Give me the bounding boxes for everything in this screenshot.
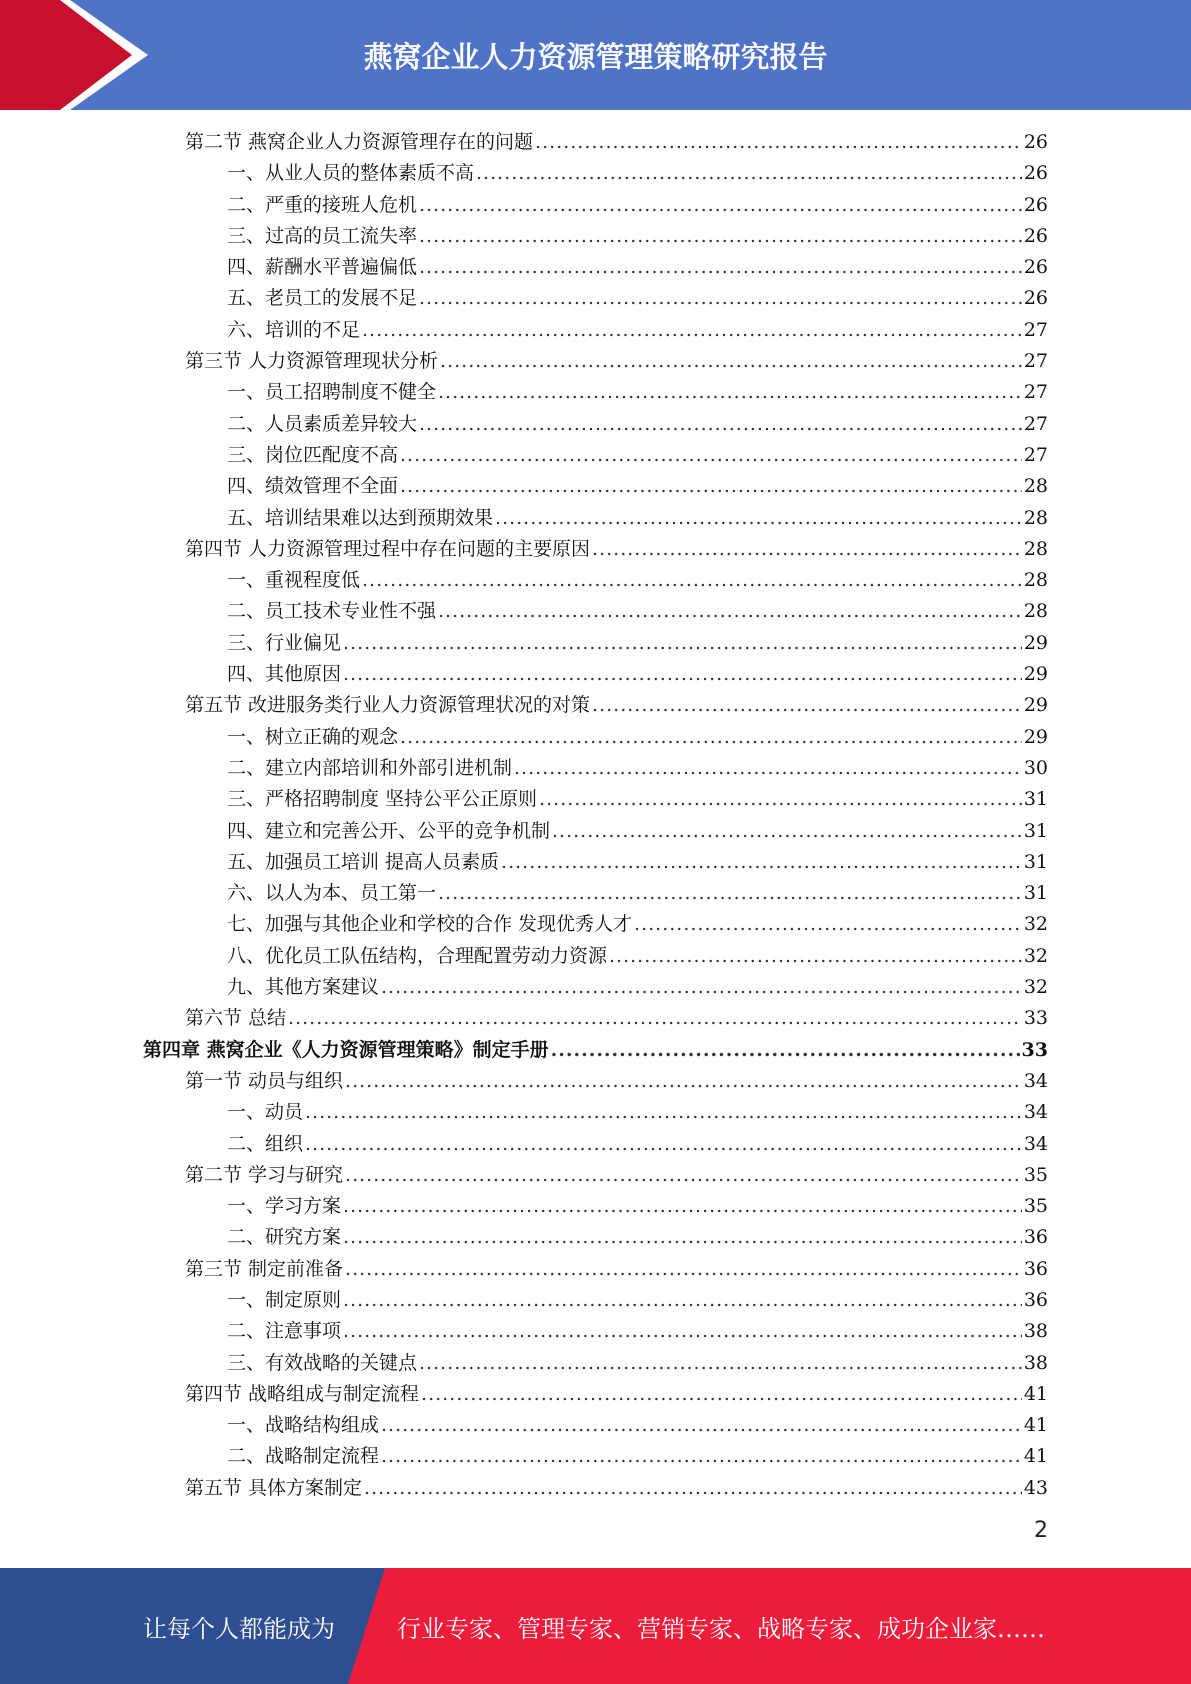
- toc-entry-page: 27: [1023, 381, 1048, 404]
- toc-entry[interactable]: [140, 1285, 1048, 1316]
- toc-entry-page: 26: [1023, 193, 1048, 216]
- toc-dot-leader: [345, 1070, 1022, 1092]
- toc-entry-title: 四、绩效管理不全面: [227, 475, 399, 498]
- toc-dot-leader: [343, 632, 1022, 654]
- toc-entry[interactable]: [140, 690, 1048, 721]
- toc-entry-page: 26: [1023, 224, 1048, 247]
- toc-entry-page: 32: [1023, 944, 1048, 967]
- toc-dot-leader: [438, 381, 1022, 403]
- toc-entry[interactable]: [140, 816, 1048, 847]
- toc-entry-title: 第六节 总结: [185, 1007, 287, 1030]
- toc-entry-page: 26: [1023, 287, 1048, 310]
- toc-entry-title: 第三节 制定前准备: [185, 1257, 344, 1280]
- footer-slogan-left: 让每个人都能成为: [143, 1614, 335, 1643]
- toc-entry-page: 36: [1023, 1226, 1048, 1249]
- toc-entry[interactable]: [140, 1473, 1048, 1504]
- toc-entry[interactable]: [140, 127, 1048, 158]
- toc-entry-title: 三、岗位匹配度不高: [227, 443, 399, 466]
- toc-dot-leader: [381, 1445, 1022, 1467]
- toc-entry-title: 一、战略结构组成: [227, 1414, 380, 1437]
- toc-entry[interactable]: [140, 1066, 1048, 1097]
- toc-entry-page: 36: [1023, 1257, 1048, 1280]
- toc-dot-leader: [440, 350, 1022, 372]
- toc-dot-leader: [345, 1164, 1022, 1186]
- toc-entry-page: 41: [1023, 1414, 1048, 1437]
- toc-entry[interactable]: [140, 596, 1048, 627]
- toc-entry-title: 九、其他方案建议: [227, 976, 380, 999]
- toc-entry-page: 27: [1023, 350, 1048, 373]
- toc-entry-title: 二、战略制定流程: [227, 1445, 380, 1468]
- toc-entry-page: 28: [1023, 600, 1048, 623]
- toc-entry-page: 29: [1023, 725, 1048, 748]
- toc-entry-page: 27: [1023, 318, 1048, 341]
- toc-entry[interactable]: [140, 1222, 1048, 1253]
- footer-slogan-right: 行业专家、管理专家、营销专家、战略专家、成功企业家……: [397, 1614, 1045, 1643]
- toc-entry[interactable]: [140, 972, 1048, 1003]
- toc-entry[interactable]: [140, 878, 1048, 909]
- toc-entry-page: 28: [1023, 537, 1048, 560]
- toc-dot-leader: [539, 788, 1022, 810]
- toc-entry-title: 二、研究方案: [227, 1226, 342, 1249]
- toc-entry-title: 一、制定原则: [227, 1288, 342, 1311]
- toc-entry-page: 35: [1023, 1195, 1048, 1218]
- toc-dot-leader: [400, 475, 1022, 497]
- toc-entry-title: 二、员工技术专业性不强: [227, 600, 437, 623]
- toc-entry-page: 41: [1023, 1382, 1048, 1405]
- toc-entry-title: 二、建立内部培训和外部引进机制: [227, 756, 513, 779]
- toc-dot-leader: [419, 287, 1022, 309]
- toc-entry[interactable]: [140, 471, 1048, 502]
- toc-entry-title: 五、老员工的发展不足: [227, 287, 418, 310]
- toc-dot-leader: [400, 726, 1022, 748]
- toc-entry-page: 33: [1023, 1007, 1048, 1030]
- toc-entry-title: 第一节 动员与组织: [185, 1069, 344, 1092]
- page-footer: [0, 1568, 1191, 1684]
- toc-entry-title: 三、过高的员工流失率: [227, 224, 418, 247]
- toc-entry-title: 六、培训的不足: [227, 318, 361, 341]
- toc-entry-title: 五、加强员工培训 提高人员素质: [227, 850, 500, 873]
- toc-entry[interactable]: [140, 659, 1048, 690]
- toc-dot-leader: [381, 976, 1022, 998]
- page-number: 2: [1034, 1518, 1048, 1543]
- toc-entry-title: 第四节 战略组成与制定流程: [185, 1382, 420, 1405]
- toc-entry-title: 一、员工招聘制度不健全: [227, 381, 437, 404]
- toc-dot-leader: [400, 444, 1022, 466]
- toc-entry-page: 31: [1023, 882, 1048, 905]
- toc-dot-leader: [305, 1101, 1022, 1123]
- toc-dot-leader: [343, 1320, 1022, 1342]
- toc-entry-page: 35: [1023, 1163, 1048, 1186]
- toc-entry-page: 31: [1023, 788, 1048, 811]
- toc-dot-leader: [514, 757, 1022, 779]
- toc-dot-leader: [362, 569, 1022, 591]
- toc-entry-page: 27: [1023, 412, 1048, 435]
- toc-dot-leader: [592, 538, 1022, 560]
- toc-dot-leader: [381, 1414, 1022, 1436]
- toc-dot-leader: [364, 1477, 1022, 1499]
- header-title: 燕窝企业人力资源管理策略研究报告: [363, 39, 828, 74]
- toc-entry-title: 一、树立正确的观念: [227, 725, 399, 748]
- toc-entry-page: 31: [1023, 819, 1048, 842]
- toc-dot-leader: [438, 600, 1022, 622]
- toc-dot-leader: [345, 1258, 1022, 1280]
- toc-entry-title: 三、行业偏见: [227, 631, 342, 654]
- toc-entry[interactable]: [140, 158, 1048, 189]
- toc-entry[interactable]: [140, 283, 1048, 314]
- toc-entry-title: 第三节 人力资源管理现状分析: [185, 350, 439, 373]
- toc-entry[interactable]: [140, 190, 1048, 221]
- toc-entry[interactable]: [140, 1003, 1048, 1034]
- toc-dot-leader: [552, 820, 1022, 842]
- toc-entry[interactable]: [140, 534, 1048, 565]
- toc-entry[interactable]: [140, 1160, 1048, 1191]
- toc-entry-title: 二、人员素质差异较大: [227, 412, 418, 435]
- toc-entry-page: 26: [1023, 162, 1048, 185]
- toc-entry[interactable]: [140, 1035, 1048, 1066]
- toc-entry-page: 29: [1023, 663, 1048, 686]
- toc-entry[interactable]: [140, 1379, 1048, 1410]
- toc-entry[interactable]: [140, 1254, 1048, 1285]
- toc-entry-page: 33: [1021, 1038, 1048, 1061]
- toc-entry-title: 一、从业人员的整体素质不高: [227, 162, 475, 185]
- toc-dot-leader: [419, 256, 1022, 278]
- toc-entry[interactable]: [140, 628, 1048, 659]
- toc-entry-title: 三、有效战略的关键点: [227, 1351, 418, 1374]
- toc-entry-page: 26: [1023, 256, 1048, 279]
- toc-entry-title: 二、组织: [227, 1132, 304, 1155]
- toc-dot-leader: [343, 1289, 1022, 1311]
- toc-entry-title: 第四节 人力资源管理过程中存在问题的主要原因: [185, 537, 591, 560]
- toc-entry-page: 29: [1023, 631, 1048, 654]
- toc-entry-page: 36: [1023, 1288, 1048, 1311]
- toc-entry-page: 38: [1023, 1320, 1048, 1343]
- header-arrow-decoration: [0, 0, 170, 110]
- toc-entry[interactable]: [140, 252, 1048, 283]
- toc-entry-title: 三、严格招聘制度 坚持公平公正原则: [227, 788, 538, 811]
- toc-entry[interactable]: [140, 503, 1048, 534]
- toc-entry-title: 一、重视程度低: [227, 569, 361, 592]
- toc-entry[interactable]: [140, 722, 1048, 753]
- toc-entry[interactable]: [140, 1348, 1048, 1379]
- toc-dot-leader: [419, 1352, 1022, 1374]
- toc-entry-title: 第二节 燕窝企业人力资源管理存在的问题: [185, 131, 534, 153]
- toc-dot-leader: [343, 663, 1022, 685]
- toc-entry[interactable]: [140, 221, 1048, 252]
- toc-entry-page: 30: [1023, 756, 1048, 779]
- toc-entry[interactable]: [140, 409, 1048, 440]
- toc-entry-title: 四、建立和完善公开、公平的竞争机制: [227, 819, 551, 842]
- toc-entry-page: 29: [1023, 694, 1048, 717]
- toc-entry-page: 27: [1023, 443, 1048, 466]
- toc-dot-leader: [535, 131, 1022, 153]
- toc-entry[interactable]: [140, 377, 1048, 408]
- toc-dot-leader: [419, 413, 1022, 435]
- toc-dot-leader: [634, 913, 1022, 935]
- toc-entry-page: 31: [1023, 850, 1048, 873]
- toc-entry[interactable]: [140, 1191, 1048, 1222]
- toc-dot-leader: [501, 851, 1022, 873]
- toc-entry-page: 34: [1023, 1132, 1048, 1155]
- toc-entry[interactable]: [140, 440, 1048, 471]
- toc-dot-leader: [419, 194, 1022, 216]
- toc-entry-page: 28: [1023, 569, 1048, 592]
- toc-entry[interactable]: [140, 1097, 1048, 1128]
- toc-entry-title: 八、优化员工队伍结构，合理配置劳动力资源: [227, 944, 608, 967]
- toc-dot-leader: [592, 694, 1022, 716]
- toc-entry-page: 28: [1023, 506, 1048, 529]
- toc-dot-leader: [343, 1195, 1022, 1217]
- toc-entry[interactable]: [140, 315, 1048, 346]
- toc-entry-page: 43: [1023, 1476, 1048, 1499]
- toc-entry[interactable]: [140, 909, 1048, 940]
- toc-entry-page: 28: [1023, 475, 1048, 498]
- toc-entry-title: 六、以人为本、员工第一: [227, 882, 437, 905]
- toc-entry-title: 二、注意事项: [227, 1320, 342, 1343]
- table-of-contents: [140, 127, 1048, 1504]
- toc-entry-title: 二、严重的接班人危机: [227, 193, 418, 216]
- toc-entry-page: 32: [1023, 976, 1048, 999]
- toc-dot-leader: [551, 1039, 1020, 1061]
- toc-entry[interactable]: [140, 1316, 1048, 1347]
- toc-entry[interactable]: [140, 1129, 1048, 1160]
- toc-entry-title: 七、加强与其他企业和学校的合作 发现优秀人才: [227, 913, 633, 936]
- toc-entry-title: 一、学习方案: [227, 1195, 342, 1218]
- toc-entry-page: 38: [1023, 1351, 1048, 1374]
- toc-entry-title: 四、其他原因: [227, 663, 342, 686]
- toc-dot-leader: [476, 162, 1022, 184]
- toc-entry-title: 四、薪酬水平普遍偏低: [227, 256, 418, 279]
- toc-entry-page: 32: [1023, 913, 1048, 936]
- toc-entry-page: 41: [1023, 1445, 1048, 1468]
- toc-entry-page: 26: [1023, 131, 1048, 153]
- toc-entry[interactable]: [140, 847, 1048, 878]
- toc-entry-page: 34: [1023, 1069, 1048, 1092]
- toc-entry-title: 五、培训结果难以达到预期效果: [227, 506, 494, 529]
- toc-entry-title: 第五节 改进服务类行业人力资源管理状况的对策: [185, 694, 591, 717]
- toc-dot-leader: [362, 319, 1022, 341]
- toc-entry[interactable]: [140, 784, 1048, 815]
- toc-dot-leader: [438, 882, 1022, 904]
- toc-entry-title: 一、动员: [227, 1101, 304, 1124]
- page-header: [0, 0, 1191, 110]
- toc-entry-page: 34: [1023, 1101, 1048, 1124]
- toc-entry[interactable]: [140, 346, 1048, 377]
- toc-entry-title: 第二节 学习与研究: [185, 1163, 344, 1186]
- toc-entry[interactable]: [140, 1410, 1048, 1441]
- toc-entry[interactable]: [140, 1441, 1048, 1472]
- toc-entry[interactable]: [140, 753, 1048, 784]
- toc-dot-leader: [343, 1226, 1022, 1248]
- toc-dot-leader: [421, 1383, 1022, 1405]
- toc-entry[interactable]: [140, 565, 1048, 596]
- toc-entry-title: 第四章 燕窝企业《人力资源管理策略》制定手册: [143, 1038, 549, 1061]
- toc-entry-title: 第五节 具体方案制定: [185, 1476, 363, 1499]
- toc-dot-leader: [305, 1133, 1022, 1155]
- toc-dot-leader: [609, 945, 1022, 967]
- toc-dot-leader: [419, 225, 1022, 247]
- toc-dot-leader: [288, 1007, 1022, 1029]
- toc-entry[interactable]: [140, 941, 1048, 972]
- toc-dot-leader: [495, 507, 1022, 529]
